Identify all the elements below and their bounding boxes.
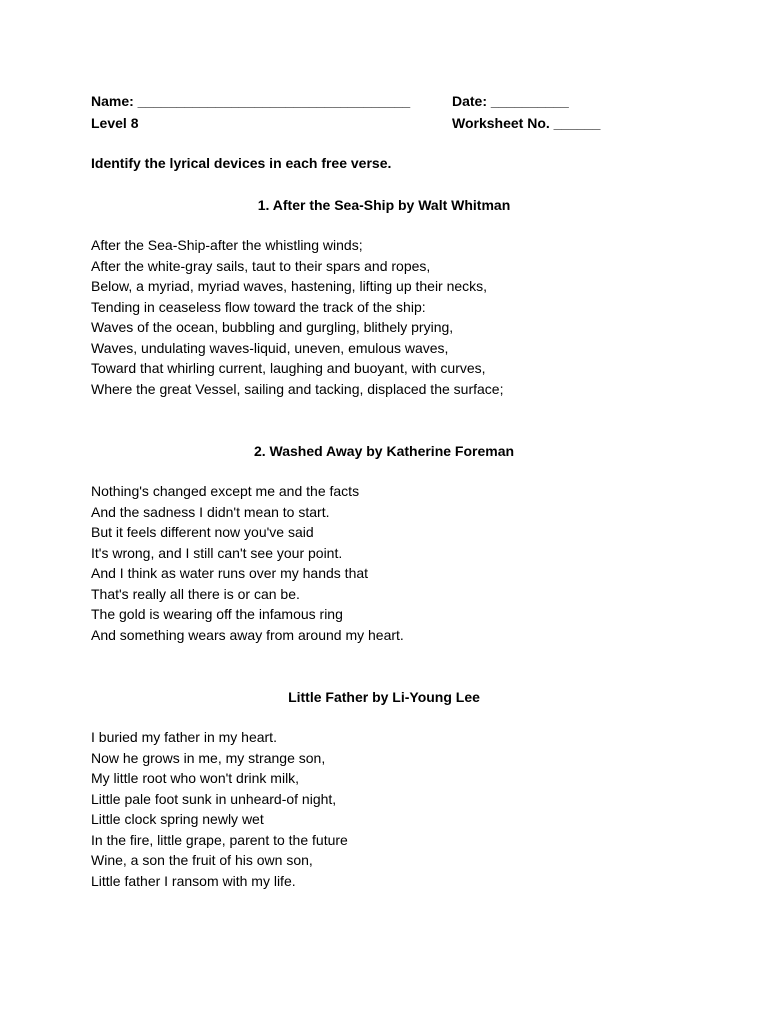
poem-line: And the sadness I didn't mean to start. bbox=[91, 503, 330, 520]
poem-line: Where the great Vessel, sailing and tacking, displaced the surface; bbox=[91, 380, 504, 397]
poem-title: 2. Washed Away by Katherine Foreman bbox=[253, 443, 515, 459]
poem-line: After the white-gray sails, taut to their spars and ropes, bbox=[91, 257, 431, 274]
poem-line: Wine, a son the fruit of his own son, bbox=[91, 852, 313, 868]
poem-body bbox=[91, 727, 348, 891]
name-field-label: Name: ___________________________________ bbox=[91, 93, 411, 109]
poem-line: Little father I ransom with my life. bbox=[91, 872, 296, 889]
date-field-label: Date: __________ bbox=[452, 93, 569, 109]
header-row-2 bbox=[91, 114, 651, 186]
poem-line: In the fire, little grape, parent to the future bbox=[91, 831, 348, 848]
poem-body bbox=[91, 235, 503, 399]
poem-line: Little clock spring newly wet bbox=[91, 811, 264, 827]
poem-line: That's really all there is or can be. bbox=[91, 585, 300, 602]
poem-line: Tending in ceaseless flow toward the track of the ship: bbox=[91, 298, 426, 315]
poem-line: My little root who won't drink milk, bbox=[91, 770, 300, 786]
poem-line: But it feels different now you've said bbox=[91, 524, 314, 540]
poem-line: It's wrong, and I still can't see your point. bbox=[91, 544, 343, 561]
poem-line: Waves, undulating waves-liquid, uneven, emulous waves, bbox=[91, 339, 449, 356]
poem-line: And something wears away from around my heart. bbox=[91, 626, 404, 643]
poem-line: And I think as water runs over my hands that bbox=[91, 565, 369, 581]
poem-line: The gold is wearing off the infamous ring bbox=[91, 606, 343, 622]
poem-line: Waves of the ocean, bubbling and gurgling, blithely prying, bbox=[91, 319, 454, 335]
poem-line: Little pale foot sunk in unheard-of night, bbox=[91, 790, 337, 807]
poem-line: Toward that whirling current, laughing and buoyant, with curves, bbox=[91, 360, 486, 376]
level-label: Level 8 bbox=[91, 115, 139, 131]
poem-line: Below, a myriad, myriad waves, hastening, lifting up their necks, bbox=[91, 278, 488, 294]
poem-line: Nothing's changed except me and the facts bbox=[91, 483, 360, 499]
instruction-text: Identify the lyrical devices in each free verse. bbox=[91, 155, 392, 171]
worksheet-number-label: Worksheet No. ______ bbox=[452, 115, 601, 131]
poem-line: After the Sea-Ship-after the whistling winds; bbox=[91, 237, 363, 253]
poem-title: 1. After the Sea-Ship by Walt Whitman bbox=[257, 197, 511, 213]
poem-body bbox=[91, 481, 404, 645]
poem-title: Little Father by Li-Young Lee bbox=[288, 689, 480, 705]
poem-line: I buried my father in my heart. bbox=[91, 729, 277, 745]
poem-line: Now he grows in me, my strange son, bbox=[91, 749, 326, 766]
